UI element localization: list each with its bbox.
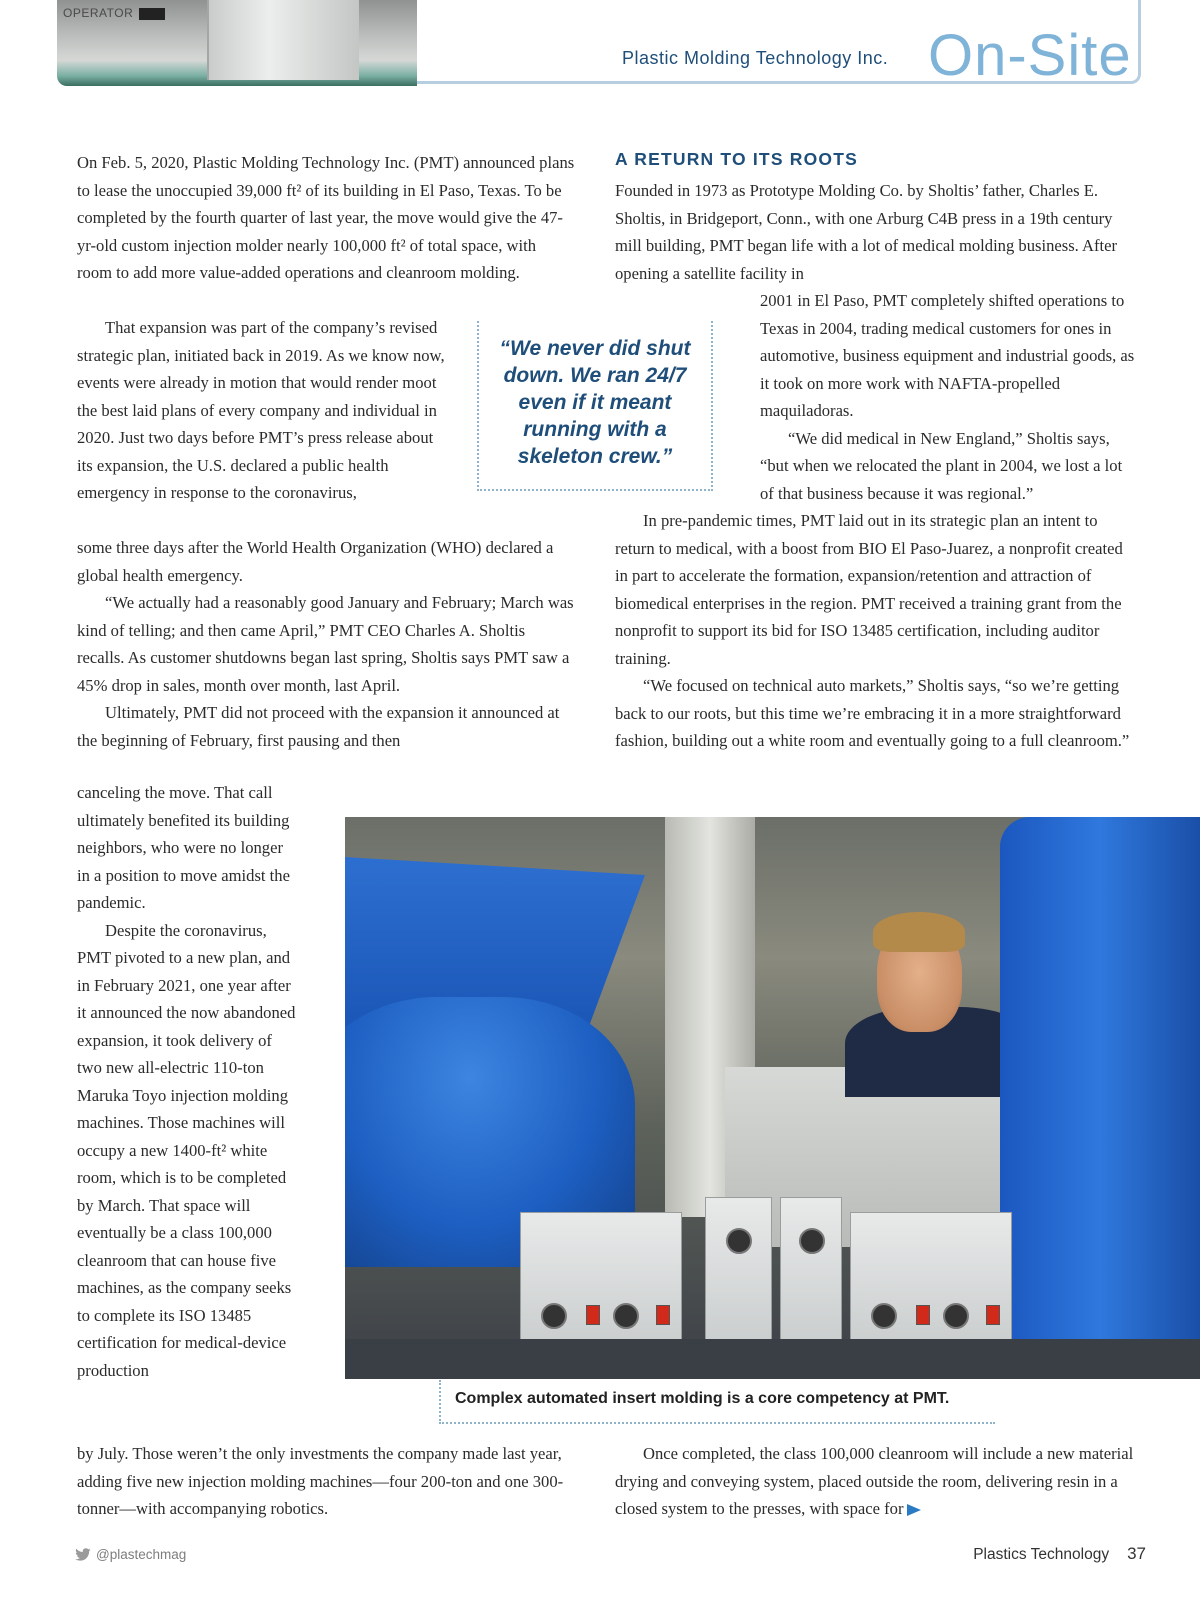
feeder-controller [780, 1197, 842, 1354]
handle-text: @plastechmag [96, 1547, 187, 1562]
social-handle[interactable] [74, 1547, 186, 1562]
left-column-mid [77, 534, 575, 754]
feeder-controller [520, 1212, 682, 1354]
right-column-bottom [615, 1440, 1135, 1523]
section-heading: A RETURN TO ITS ROOTS [615, 149, 858, 169]
magazine-name: Plastics Technology [973, 1546, 1110, 1563]
machine-right-blue [1000, 817, 1200, 1379]
left-column-top [77, 149, 575, 287]
feeder-controller [850, 1212, 1012, 1354]
paragraph: Founded in 1973 as Prototype Molding Co. by Sholtis’ father, Charles E. Sholtis, in Bridgeport, Conn., with one Arburg C4B press in a 19th century mill building, PMT began life with a lot of medical molding business. After opening a satellite facility in [615, 181, 1118, 283]
pull-quote: “We never did shut down. We ran 24/7 even if it meant running with a skeleton crew.” [477, 321, 713, 491]
paragraph: “We did medical in New England,” Sholtis says, “but when we relocated the plant in 2004, we lost a lot of that business because it was regional.” [760, 428, 1123, 503]
operator-tag: OPERATOR [63, 6, 165, 20]
article-photo [345, 817, 1200, 1379]
machine-door-graphic [207, 0, 359, 80]
paragraph: On Feb. 5, 2020, Plastic Molding Technology Inc. (PMT) announced plans to lease the unoccupied 39,000 ft² of its building in El Paso, Texas. To be completed by the fourth quarter of last year, the move would give the 47-yr-old custom injection molder nearly 100,000 ft² of total space, with room to add more value-added operations and cleanroom molding. [77, 153, 575, 282]
left-column-wrap [77, 314, 452, 507]
paragraph: Ultimately, PMT did not proceed with the expansion it announced at the beginning of February, first pausing and then [77, 703, 560, 750]
page-number: 37 [1127, 1544, 1146, 1563]
header-photo [57, 0, 417, 86]
operator-hair [873, 912, 965, 952]
paragraph: In pre-pandemic times, PMT laid out in its strategic plan an intent to return to medical, with a boost from BIO El Paso-Juarez, a nonprofit created in part to accelerate the formation, expansion/retention and attraction of biomedical enterprises in the region. PMT received a training grant from the nonprofit to support its bid for ISO 13485 certification, including auditor training. [615, 511, 1123, 668]
right-column-top [615, 177, 1135, 287]
left-column-bottom [77, 1440, 575, 1523]
right-column-mid [615, 507, 1135, 755]
twitter-bird-icon [74, 1548, 92, 1562]
left-column-narrow [77, 779, 299, 1384]
paragraph: Once completed, the class 100,000 cleanroom will include a new material drying and conveying system, placed outside the room, delivering resin in a closed system to the presses, with space for [615, 1444, 1134, 1518]
paragraph: some three days after the World Health Organization (WHO) declared a global health emergency. [77, 538, 554, 585]
paragraph: “We focused on technical auto markets,” Sholtis says, “so we’re getting back to our roots, but this time we’re embracing it in a more straightforward fashion, building out a white room and eventually going to a full cleanroom.” [615, 676, 1130, 750]
right-column-wrap [760, 287, 1138, 507]
paragraph: That expansion was part of the company’s revised strategic plan, initiated back in 2019. As we know now, events were already in motion that would render moot the best laid plans of every company and individual in 2020. Just two days before PMT’s press release about its expansion, the U.S. declared a public health emergency in response to the coronavirus, [77, 318, 445, 502]
paragraph: canceling the move. That call ultimately benefited its building neighbors, who were no longer in a position to move amidst the pandemic. [77, 783, 290, 912]
paragraph: “We actually had a reasonably good January and February; March was kind of telling; and then came April,” PMT CEO Charles A. Sholtis recalls. As customer shutdowns began last spring, Sholtis says PMT saw a 45% drop in sales, month over month, last April. [77, 593, 574, 695]
photo-caption: Complex automated insert molding is a core competency at PMT. [439, 1380, 995, 1424]
paragraph: Despite the coronavirus, PMT pivoted to a new plan, and in February 2021, one year after it announced the now abandoned expansion, it took delivery of two new all-electric 110-ton Maruka Toyo injection molding machines. Those machines will occupy a new 1400-ft² white room, which is to be completed by March. That space will eventually be a class 100,000 cleanroom that can house five machines, as the company seeks to complete its ISO 13485 certification for medical-device production [77, 920, 296, 1380]
section-title: On-Site [928, 23, 1132, 88]
paragraph: by July. Those weren’t the only investments the company made last year, adding five new injection molding machines—four 200-ton and one 300-tonner—with accompanying robotics. [77, 1444, 564, 1518]
footer-right [973, 1544, 1146, 1564]
paragraph: 2001 in El Paso, PMT completely shifted operations to Texas in 2004, trading medical customers for ones in automotive, business equipment and industrial goods, as it took on more work with NAFTA-propelled maquiladoras. [760, 291, 1135, 420]
company-name: Plastic Molding Technology Inc. [622, 48, 889, 68]
continue-arrow-icon [907, 1504, 921, 1516]
feeder-controller [705, 1197, 772, 1354]
